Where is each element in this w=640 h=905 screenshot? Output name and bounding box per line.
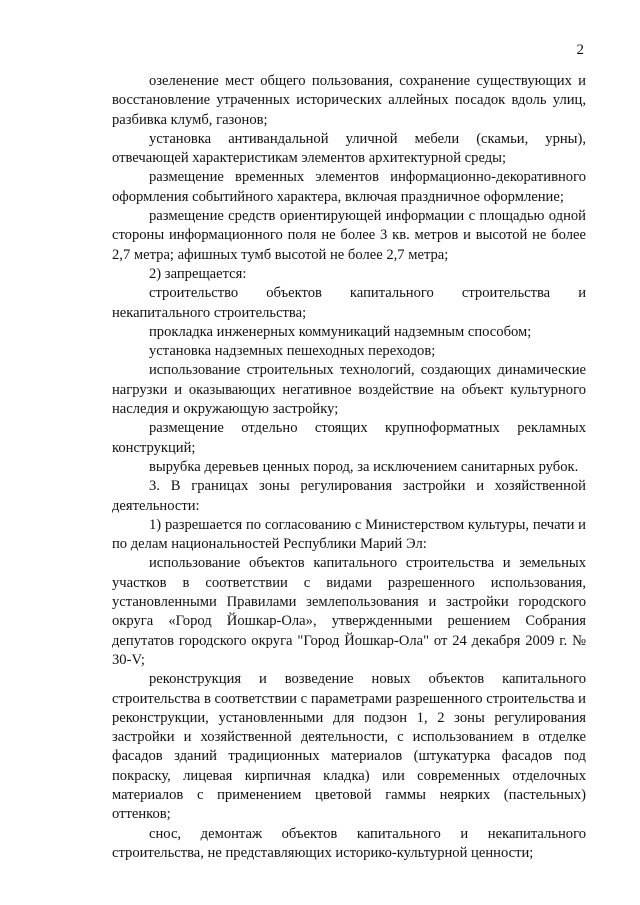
paragraph: 1) разрешается по согласованию с Министерством культуры, печати и по делам национальностей Республики Марий Эл: xyxy=(112,516,586,553)
paragraph: установка антивандальной уличной мебели (скамьи, урны), отвечающей характеристикам элементов архитектурной среды; xyxy=(112,130,586,167)
paragraph: озеленение мест общего пользования, сохранение существующих и восстановление утраченных исторических аллейных посадок вдоль улиц, разбивка клумб, газонов; xyxy=(112,73,586,128)
paragraph: строительство объектов капитального строительства и некапитального строительства; xyxy=(112,285,586,321)
paragraph: использование строительных технологий, создающих динамические нагрузки и оказывающих негативное воздействие на объект культурного наследия и окружающую застройку; xyxy=(112,362,586,418)
paragraph: установка надземных пешеходных переходов; xyxy=(149,343,436,360)
paragraph: прокладка инженерных коммуникаций надземным способом; xyxy=(149,323,532,340)
paragraph: реконструкция и возведение новых объектов капитального строительства в соответствии с параметрами разрешенного строительства и реконструкции, установленными для подзон 1, 2 зоны регулирования застройки и хозяйственной деятельности, с использованием в отделке фасадов зданий традиционных материалов (штукатурка фасадов под покраску, лицевая кирпичная кладка) или современных отделочных материалов с применением цветовой гаммы неярких (пастельных) оттенков; xyxy=(112,671,586,823)
paragraph: размещение временных элементов информационно-декоративного оформления событийного характера, включая праздничное оформление; xyxy=(112,169,586,205)
paragraph: размещение средств ориентирующей информации с площадью одной стороны информационного поля не более 3 кв. метров и высотой не более 2,7 метра; афишных тумб высотой не более 2,7 метра; xyxy=(112,208,586,263)
paragraph: использование объектов капитального строительства и земельных участков в соответствии с видами разрешенного использования, установленными Правилами землепользования и застройки городского округа «Город Йошкар-Ола», утвержденными решением Собрания депутатов городского округа "Город Йошкар-Ола" от 24 декабря 2009 г. № 30-V; xyxy=(112,555,586,668)
paragraph: размещение отдельно стоящих крупноформатных рекламных конструкций; xyxy=(112,420,586,456)
paragraph: 2) запрещается: xyxy=(149,265,247,282)
page-number: 2 xyxy=(576,42,584,58)
paragraph: снос, демонтаж объектов капитального и некапитального строительства, не представляющих историко-культурной ценности; xyxy=(112,825,586,861)
paragraph: 3. В границах зоны регулирования застройки и хозяйственной деятельности: xyxy=(112,478,586,514)
paragraph: вырубка деревьев ценных пород, за исключением санитарных рубок. xyxy=(149,458,579,475)
document-body xyxy=(112,72,586,863)
